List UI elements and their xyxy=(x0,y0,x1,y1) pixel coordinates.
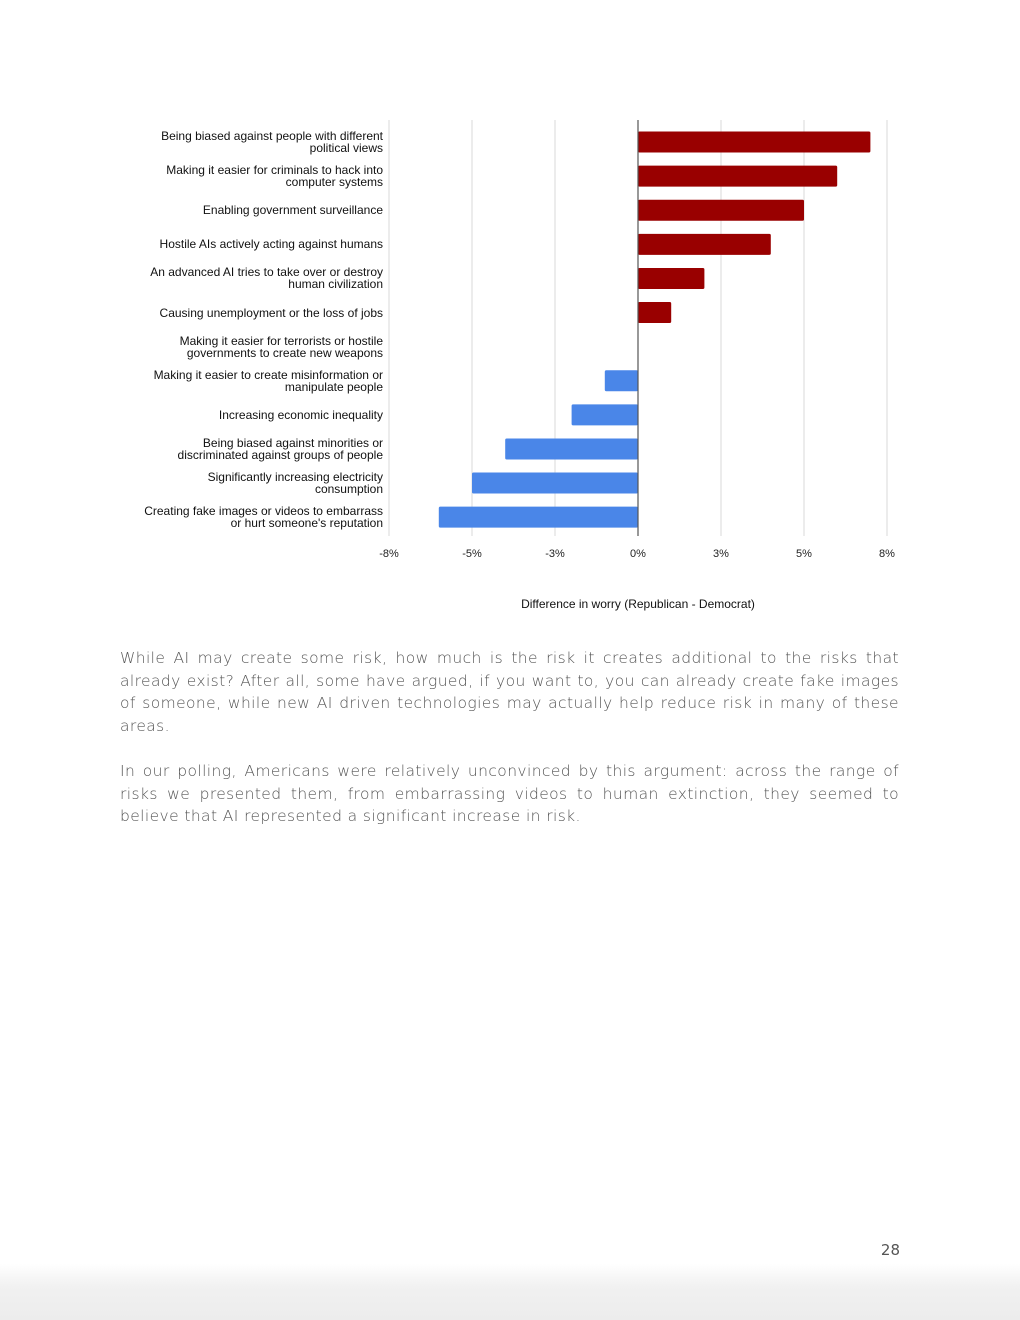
category-label xyxy=(83,164,383,188)
bar xyxy=(638,200,804,221)
category-label xyxy=(83,204,383,216)
bar xyxy=(638,234,771,255)
category-label-line: computer systems xyxy=(285,175,383,190)
category-label-line: consumption xyxy=(314,482,383,497)
x-axis-title: Difference in worry (Republican - Democrat) xyxy=(521,597,755,611)
category-label xyxy=(83,505,383,529)
category-label xyxy=(83,409,383,421)
category-label-line: Hostile AIs actively acting against humans xyxy=(159,237,383,252)
bar xyxy=(638,268,704,289)
x-tick-label: -5% xyxy=(462,548,482,560)
body-paragraph-2: In our polling, Americans were relatively unconvinced by this argument: across the range of risks we presented them, from embarrassing videos to human extinction, they seemed to believe that AI represented a significant increase in risk. xyxy=(120,762,899,826)
x-tick-label: 3% xyxy=(713,548,729,560)
bar xyxy=(505,438,638,459)
category-label xyxy=(83,130,383,154)
category-label-line: Enabling government surveillance xyxy=(202,203,383,218)
category-label-line: governments to create new weapons xyxy=(186,345,383,360)
category-label-line: Making it easier to create misinformation or xyxy=(153,367,383,382)
bar xyxy=(638,132,870,153)
category-label xyxy=(83,307,383,319)
bar xyxy=(638,302,671,323)
category-label-line: Creating fake images or videos to embarrass xyxy=(144,504,383,519)
page-number: 28 xyxy=(880,1241,900,1259)
footer-decoration xyxy=(0,1264,1020,1320)
x-tick-label: -8% xyxy=(379,548,399,560)
x-tick-label: 8% xyxy=(879,548,895,560)
bar xyxy=(439,507,638,528)
category-label-line: discriminated against groups of people xyxy=(177,447,383,462)
category-label-line: manipulate people xyxy=(284,379,383,394)
category-label xyxy=(83,266,383,290)
category-label xyxy=(83,369,383,393)
x-tick-label: 5% xyxy=(796,548,812,560)
category-label xyxy=(83,335,383,359)
category-label xyxy=(83,471,383,495)
category-label-line: political views xyxy=(309,141,383,156)
x-tick-label: -3% xyxy=(545,548,565,560)
category-label-line: Significantly increasing electricity xyxy=(207,470,383,485)
bar xyxy=(638,166,837,187)
category-label-line: Causing unemployment or the loss of jobs xyxy=(159,305,383,320)
bar xyxy=(472,473,638,494)
category-label-line: Making it easier for criminals to hack into xyxy=(166,163,383,178)
category-label-line: Being biased against people with different xyxy=(161,129,383,144)
bar xyxy=(605,370,638,391)
category-label-line: human civilization xyxy=(288,277,383,292)
category-label xyxy=(83,238,383,250)
bar xyxy=(572,404,638,425)
category-label-line: An advanced AI tries to take over or destroy xyxy=(150,265,383,280)
category-label-line: Increasing economic inequality xyxy=(218,407,383,422)
category-label-line: Making it easier for terrorists or hostile xyxy=(179,333,383,348)
category-label xyxy=(83,437,383,461)
x-tick-label: 0% xyxy=(630,548,646,560)
body-paragraph-1: While AI may create some risk, how much is the risk it creates additional to the risks that already exist? After all, some have argued, if you want to, you can already create fake images of someone, while new AI driven technologies may actually help reduce risk in many of these areas. xyxy=(120,649,899,736)
category-label-line: Being biased against minorities or xyxy=(202,435,383,450)
category-label-line: or hurt someone's reputation xyxy=(230,516,383,531)
